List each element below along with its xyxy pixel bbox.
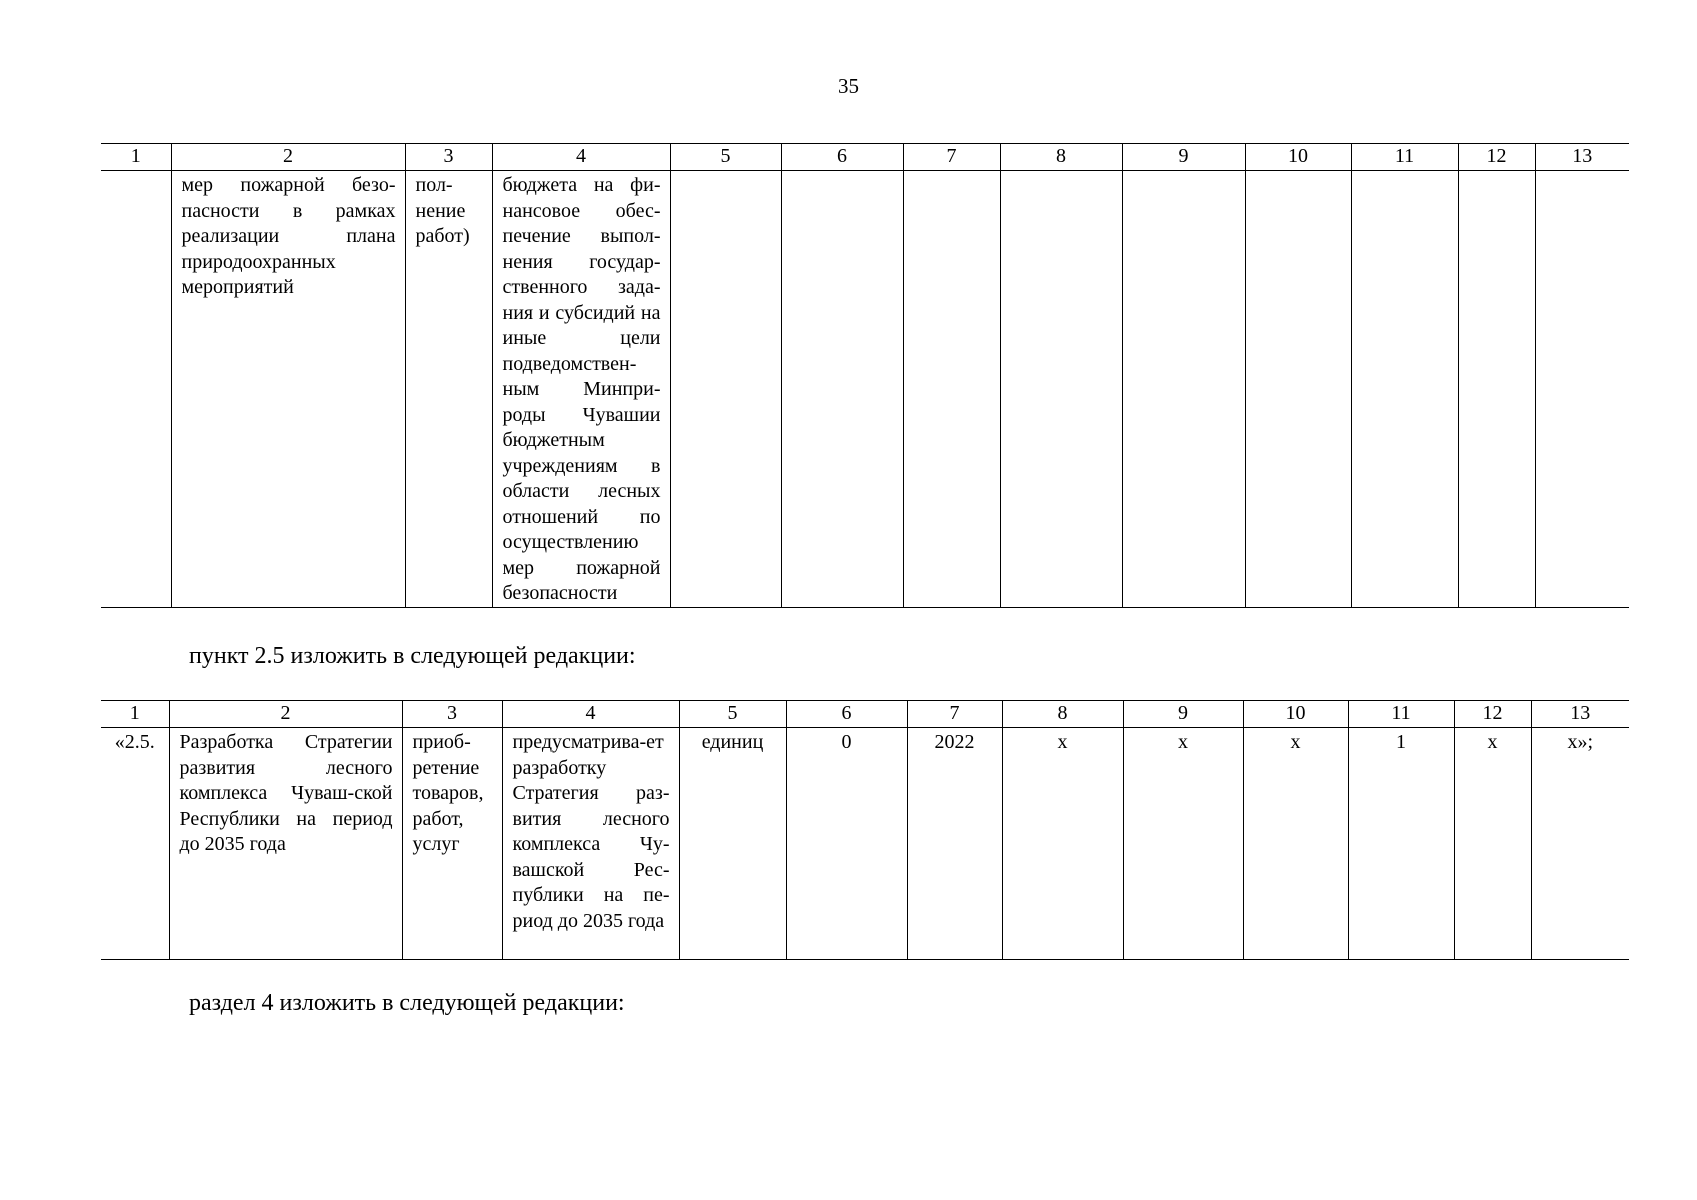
header-cell: 5 [670, 144, 781, 171]
header-cell: 12 [1458, 144, 1535, 171]
header-cell: 13 [1535, 144, 1629, 171]
header-cell: 10 [1245, 144, 1351, 171]
table-cell [1245, 171, 1351, 608]
table-cell: Разработка Стратегии развития лесного комплекса Чуваш-ской Республики на период до 2035 года [169, 728, 402, 960]
table-cell [781, 171, 903, 608]
table-cell: х [1002, 728, 1123, 960]
table-cell [1458, 171, 1535, 608]
table-cell: х [1454, 728, 1531, 960]
header-cell: 7 [903, 144, 1000, 171]
header-cell: 1 [101, 701, 169, 728]
header-cell: 4 [502, 701, 679, 728]
amendment-paragraph: раздел 4 изложить в следующей редакции: [189, 990, 625, 1016]
header-cell: 9 [1123, 701, 1243, 728]
header-cell: 6 [781, 144, 903, 171]
table-cell: х [1243, 728, 1348, 960]
table-cell: предусматрива-ет разработку Стратегия раз-вития лесного комплекса Чу-вашской Рес-публики на пе-риод до 2035 года [502, 728, 679, 960]
header-cell: 13 [1531, 701, 1629, 728]
table-cell: приоб-ретение товаров, работ, услуг [402, 728, 502, 960]
header-cell: 1 [101, 144, 171, 171]
header-cell: 2 [169, 701, 402, 728]
header-cell: 10 [1243, 701, 1348, 728]
table-header-row [101, 144, 1629, 171]
header-cell: 11 [1351, 144, 1458, 171]
header-cell: 9 [1122, 144, 1245, 171]
table-cell [903, 171, 1000, 608]
table-row [101, 171, 1629, 608]
header-cell: 12 [1454, 701, 1531, 728]
header-cell: 5 [679, 701, 786, 728]
table-cell: х»; [1531, 728, 1629, 960]
table-cell [101, 171, 171, 608]
header-cell: 2 [171, 144, 405, 171]
table-header-row [101, 701, 1629, 728]
page-number: 35 [838, 74, 859, 98]
table-cell: единиц [679, 728, 786, 960]
header-cell: 7 [907, 701, 1002, 728]
table-cell: 0 [786, 728, 907, 960]
table-cell [1351, 171, 1458, 608]
table-cell: бюджета на фи-нансовое обес-печение выпол-нения государ-ственного зада-ния и субсидий на иные цели подведомствен-ным Минпри-роды Чувашии бюджетным учреждениям в области лесных отношений по осуществлению мер пожарной безопасности [492, 171, 670, 608]
header-cell: 3 [405, 144, 492, 171]
table-continuation [101, 143, 1629, 608]
table-cell [1122, 171, 1245, 608]
table-cell: х [1123, 728, 1243, 960]
header-cell: 4 [492, 144, 670, 171]
amendment-paragraph: пункт 2.5 изложить в следующей редакции: [189, 643, 636, 669]
header-cell: 8 [1000, 144, 1122, 171]
table-cell: пол-нение работ) [405, 171, 492, 608]
table-cell: 2022 [907, 728, 1002, 960]
table-cell: мер пожарной безо-пасности в рамках реализации плана природоохранных мероприятий [171, 171, 405, 608]
table-row [101, 728, 1629, 960]
table-cell [670, 171, 781, 608]
header-cell: 6 [786, 701, 907, 728]
table-item-2-5 [101, 700, 1629, 960]
item-number: «2.5. [101, 728, 169, 960]
header-cell: 3 [402, 701, 502, 728]
table-cell [1000, 171, 1122, 608]
header-cell: 8 [1002, 701, 1123, 728]
header-cell: 11 [1348, 701, 1454, 728]
table-cell: 1 [1348, 728, 1454, 960]
table-cell [1535, 171, 1629, 608]
